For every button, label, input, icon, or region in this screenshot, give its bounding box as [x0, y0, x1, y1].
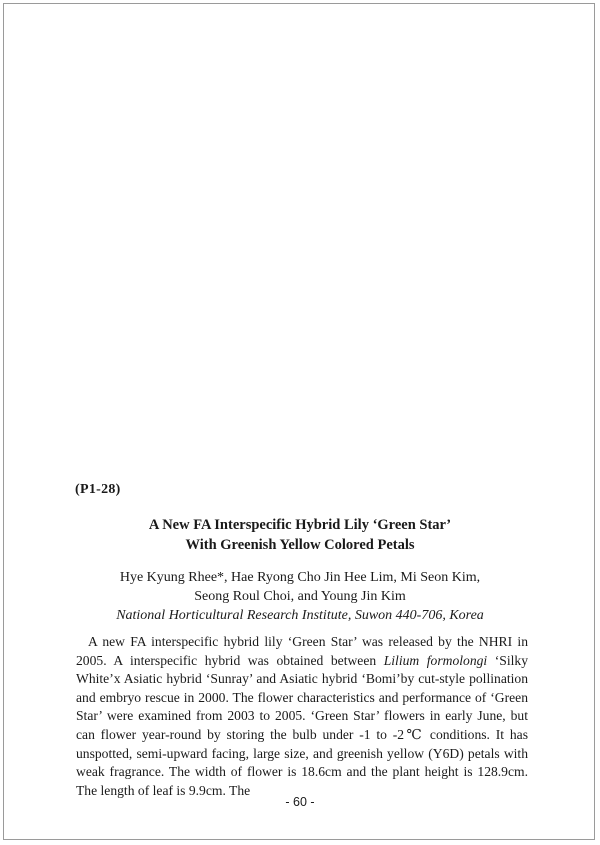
affiliation: National Horticultural Research Institute, Suwon 440-706, Korea [116, 608, 484, 623]
paper-code: (P1-28) [75, 482, 121, 497]
page-number: - 60 - [285, 795, 315, 809]
abstract-paragraph [76, 633, 528, 800]
abstract-text-part1: A new FA interspecific hybrid lily ‘Green Star’ was released by the NHRI in 2005. A interspecific hybrid was obtained between [76, 634, 528, 668]
abstract-text-part2: ‘Silky White’x Asiatic hybrid ‘Sunray’ and Asiatic hybrid ‘Bomi’by cut-style pollination and embryo rescue in 2000. The flower characteristics and performance of ‘Green Star’ were examined from 2003 to 2005. ‘Green Star’ flowers in early June, but can flower year-round by storing the bulb under -1 to -2℃ conditions. It has unspotted, semi-upward facing, large size, and greenish yellow (Y6D) petals with weak fragrance. The width of flower is 18.6cm and the plant height is 128.9cm. The length of leaf is 9.9cm. The [76, 652, 528, 798]
authors-line-1: Hye Kyung Rhee*, Hae Ryong Cho Jin Hee Lim, Mi Seon Kim, [119, 570, 481, 585]
abstract-species-name: Lilium formolongi [383, 652, 488, 668]
authors-line-2: Seong Roul Choi, and Young Jin Kim [194, 589, 406, 604]
title-line-1: A New FA Interspecific Hybrid Lily ‘Green Star’ [148, 517, 452, 533]
title-line-2: With Greenish Yellow Colored Petals [185, 537, 415, 553]
